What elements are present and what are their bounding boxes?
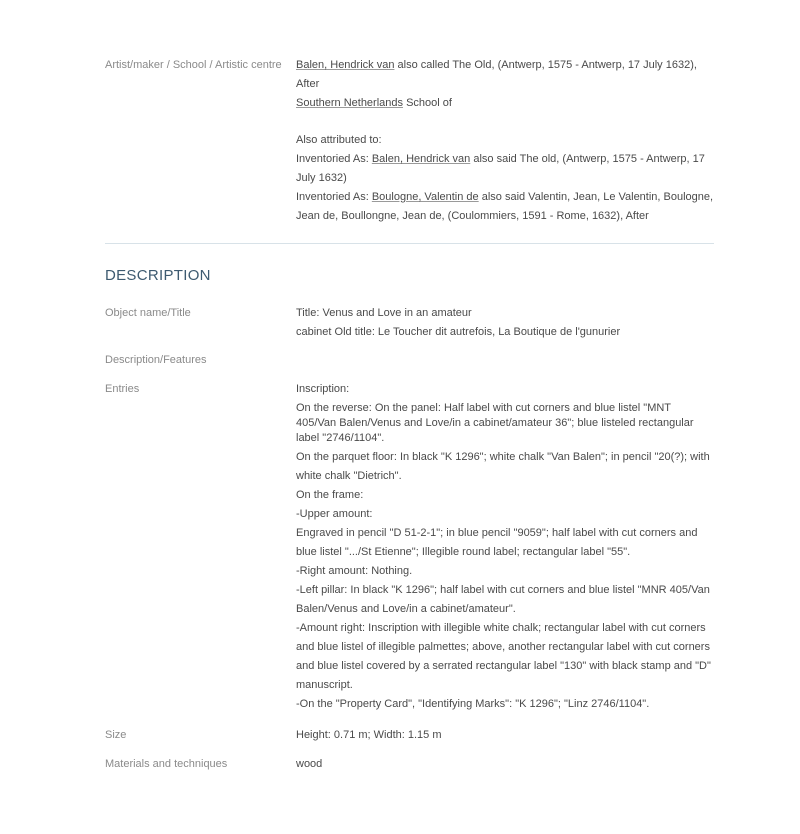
artist-value [296,56,714,226]
materials-label: Materials and techniques [105,758,228,770]
object-name-value [296,304,714,342]
artist-row [105,56,714,226]
object-name-row [105,304,714,342]
entries-label: Entries [105,383,140,395]
entries-line: On the parquet floor: In black "K 1296"; white chalk "Van Balen"; in pencil "20(?); with white chalk "Dietrich". [296,451,710,482]
section-divider [105,243,714,244]
inventoried-1-text: also said The old, (Antwerp, 1575 - Antwerp, 17 July 1632) [296,153,705,184]
materials-row [105,755,714,774]
materials-value: wood [296,758,323,770]
school-link-southern-netherlands[interactable]: Southern Netherlands [296,97,404,109]
entries-line: -On the "Property Card", "Identifying Marks": "K 1296"; "Linz 2746/1104". [296,698,650,710]
object-title-line-1: Title: Venus and Love in an amateur [296,307,472,319]
description-section-title: DESCRIPTION [105,267,211,284]
size-value: Height: 0.71 m; Width: 1.15 m [296,729,442,741]
spacer [296,113,714,131]
artist-line-1 [296,56,714,94]
inventoried-prefix: Inventoried As: [296,153,372,165]
entries-line: -Amount right: Inscription with illegible white chalk; rectangular label with cut corners and blue listel of illegible palmettes; above, another rectangular label with cut corners and blue listel covered by a serrated rectangular label "130" with black stamp and "D" manuscript. [296,622,711,691]
entries-line: -Upper amount: [296,508,373,520]
entries-line: On the frame: [296,489,364,501]
artist-link-balen[interactable]: Balen, Hendrick van [296,59,395,71]
size-label: Size [105,729,127,741]
entries-line: On the reverse: On the panel: Half label with cut corners and blue listel "MNT 405/Van Balen/Venus and Love/in a cabinet/amateur 36"; blue listeled rectangular label "2746/1104". [296,402,694,444]
entries-row [105,380,714,714]
entries-value [296,380,714,714]
inventoried-link-boulogne[interactable]: Boulogne, Valentin de [371,191,479,203]
entries-line: -Right amount: Nothing. [296,565,413,577]
size-row [105,726,714,745]
inventoried-prefix: Inventoried As: [296,191,372,203]
inventoried-2-text: also said Valentin, Jean, Le Valentin, Boulogne, Jean de, Boullongne, Jean de, (Coulommiers, 1591 - Rome, 1632), After [296,191,714,222]
features-row [105,351,714,370]
inventoried-as-1 [296,150,714,188]
object-title-line-2: cabinet Old title: Le Toucher dit autrefois, La Boutique de l'gunurier [296,326,621,338]
artist-line-2 [296,94,714,113]
artist-line-2-text: School of [403,97,452,109]
entries-line: -Left pillar: In black "K 1296"; half label with cut corners and blue listel "MNR 405/Van Balen/Venus and Love/in a cabinet/amateur". [296,584,710,615]
entries-line: Inscription: [296,383,350,395]
entries-line: Engraved in pencil "D 51-2-1"; in blue pencil "9059"; half label with cut corners and blue listel ".../St Etienne"; Illegible round label; rectangular label "55". [296,527,698,558]
artist-line-1-text: also called The Old, (Antwerp, 1575 - Antwerp, 17 July 1632), After [296,59,697,90]
also-attributed-heading: Also attributed to: [296,134,382,146]
artist-label: Artist/maker / School / Artistic centre [105,59,282,71]
object-name-label: Object name/Title [105,307,191,319]
inventoried-link-balen[interactable]: Balen, Hendrick van [371,153,471,165]
record-page [105,56,714,774]
features-label: Description/Features [105,354,207,366]
inventoried-as-2 [296,188,714,226]
